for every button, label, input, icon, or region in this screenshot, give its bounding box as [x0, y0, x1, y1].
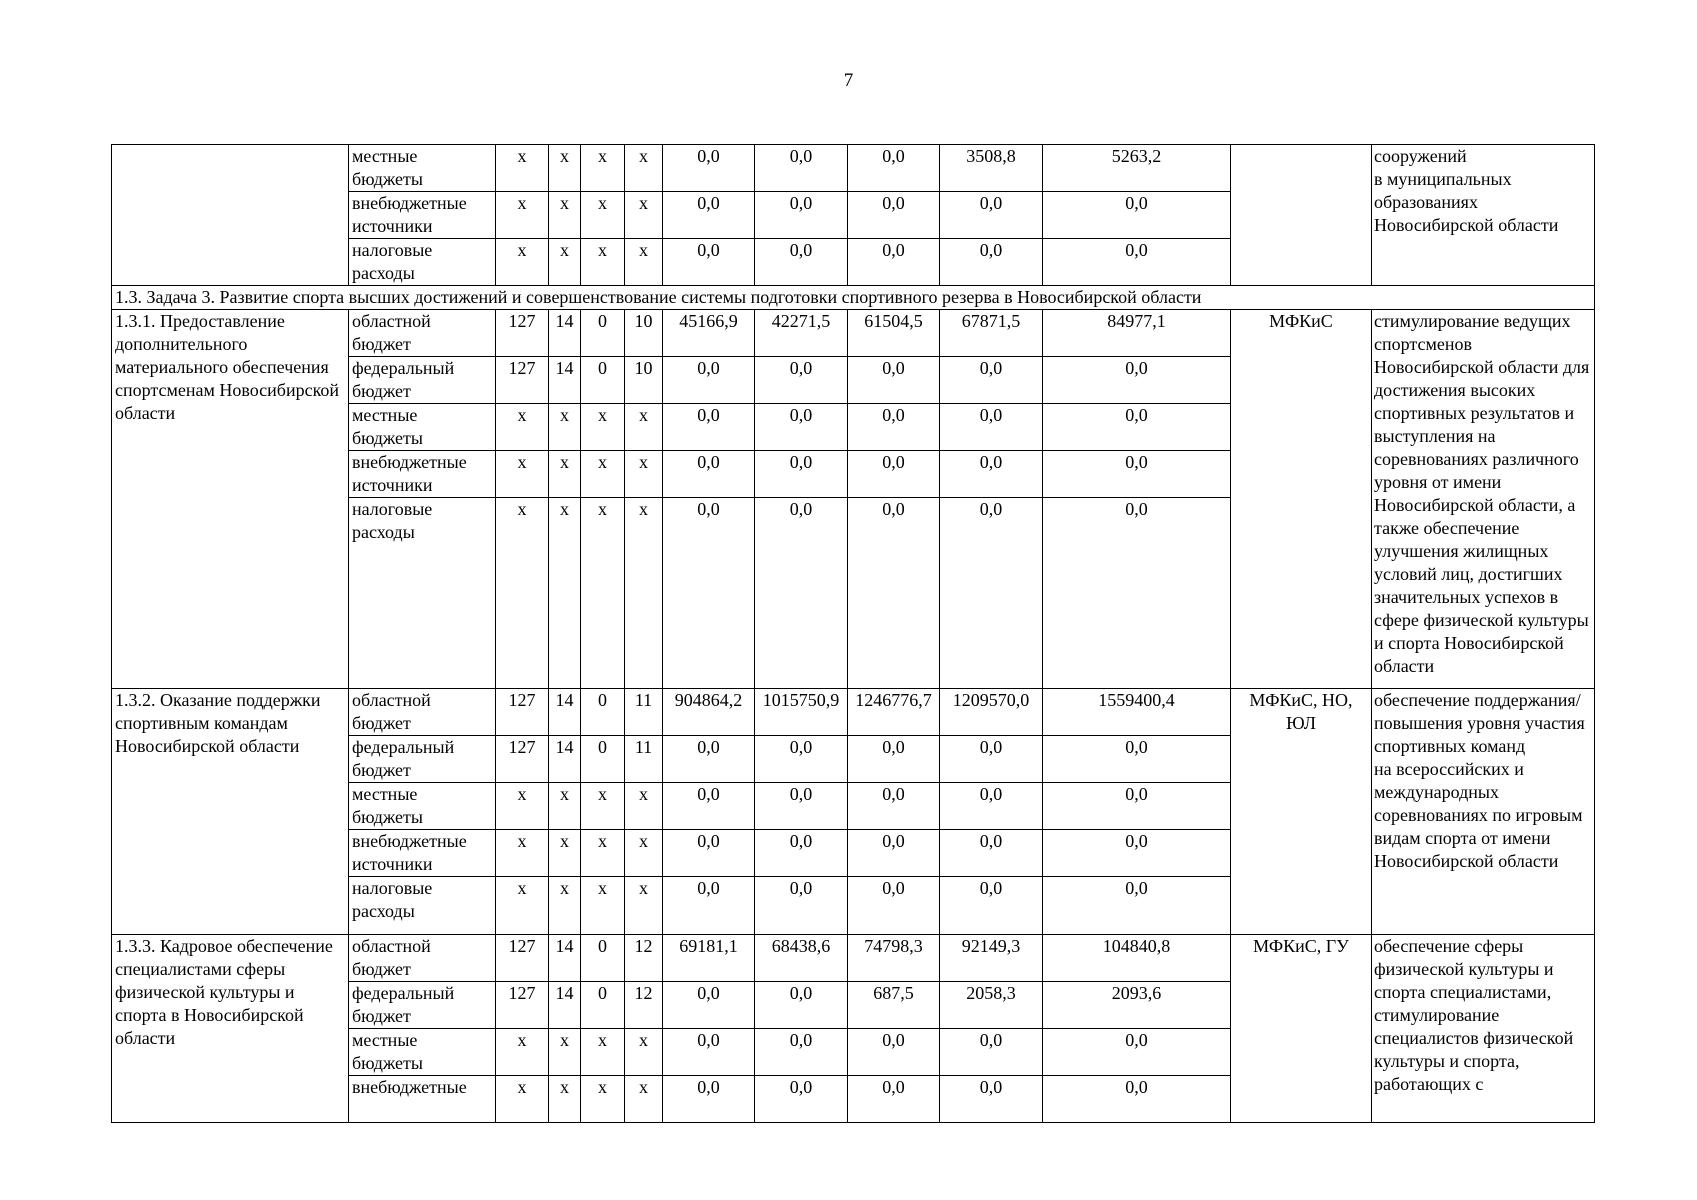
value-cell: 0,0: [940, 404, 1043, 451]
task-header-row: [112, 286, 1595, 310]
value-cell: 0,0: [848, 783, 940, 830]
value-cell: 0,0: [848, 830, 940, 877]
page-number: 7: [843, 70, 854, 91]
value-cell: 1246776,7: [848, 689, 940, 736]
value-cell: 0,0: [1043, 1076, 1231, 1123]
value-cell: 61504,5: [848, 310, 940, 357]
code-cell: х: [549, 1029, 581, 1076]
code-cell: х: [496, 239, 549, 286]
value-cell: 0,0: [1043, 239, 1231, 286]
result-cell: стимулирование ведущих спортсменов Новосибирской области для достижения высоких спортивных результатов и выступления на соревнованиях различного уровня от имени Новосибирской области, а также обеспечение улучшения жилищных условий лиц, достигших значительных успехов в сфере физической культуры и спорта Новосибирской области: [1372, 310, 1595, 689]
value-cell: 0,0: [940, 239, 1043, 286]
value-cell: 0,0: [663, 877, 755, 935]
result-cell: обеспечение поддержания/повышения уровня участия спортивных команд на всероссийских и международных соревнованиях по игровым видам спорта от имени Новосибирской области: [1372, 689, 1595, 935]
code-cell: х: [496, 783, 549, 830]
table-row: [112, 935, 1595, 982]
table-row: [112, 145, 1595, 192]
code-cell: 0: [581, 982, 625, 1029]
value-cell: 0,0: [663, 783, 755, 830]
source-cell: областной бюджет: [349, 310, 496, 357]
value-cell: 0,0: [1043, 1029, 1231, 1076]
code-cell: х: [625, 145, 663, 192]
value-cell: 0,0: [663, 498, 755, 689]
code-cell: 14: [549, 736, 581, 783]
code-cell: 127: [496, 935, 549, 982]
value-cell: 0,0: [755, 1076, 848, 1123]
table-row: [112, 689, 1595, 736]
value-cell: 0,0: [755, 1029, 848, 1076]
code-cell: х: [625, 1029, 663, 1076]
code-cell: 0: [581, 310, 625, 357]
code-cell: х: [581, 1076, 625, 1123]
value-cell: 0,0: [940, 451, 1043, 498]
value-cell: 0,0: [940, 192, 1043, 239]
source-cell: местные бюджеты: [349, 404, 496, 451]
value-cell: 0,0: [1043, 451, 1231, 498]
value-cell: 904864,2: [663, 689, 755, 736]
code-cell: 12: [625, 982, 663, 1029]
code-cell: х: [496, 877, 549, 935]
source-cell: внебюджетные источники: [349, 830, 496, 877]
code-cell: х: [549, 239, 581, 286]
result-cell: обеспечение сферы физической культуры и спорта специалистами, стимулирование специалистов физической культуры и спорта, работающих с: [1372, 935, 1595, 1123]
code-cell: х: [625, 830, 663, 877]
value-cell: 2093,6: [1043, 982, 1231, 1029]
code-cell: х: [496, 1029, 549, 1076]
code-cell: х: [581, 830, 625, 877]
code-cell: х: [581, 404, 625, 451]
value-cell: 0,0: [755, 451, 848, 498]
code-cell: 14: [549, 935, 581, 982]
source-cell: местные бюджеты: [349, 1029, 496, 1076]
source-cell: федеральный бюджет: [349, 736, 496, 783]
value-cell: 0,0: [848, 192, 940, 239]
source-cell: федеральный бюджет: [349, 357, 496, 404]
code-cell: х: [496, 145, 549, 192]
code-cell: 14: [549, 982, 581, 1029]
value-cell: 0,0: [848, 736, 940, 783]
code-cell: х: [625, 404, 663, 451]
value-cell: 0,0: [663, 830, 755, 877]
code-cell: х: [581, 783, 625, 830]
value-cell: 0,0: [940, 783, 1043, 830]
code-cell: х: [625, 451, 663, 498]
value-cell: 0,0: [663, 357, 755, 404]
value-cell: 0,0: [755, 736, 848, 783]
value-cell: 1209570,0: [940, 689, 1043, 736]
code-cell: х: [625, 239, 663, 286]
code-cell: 127: [496, 982, 549, 1029]
source-cell: местные бюджеты: [349, 783, 496, 830]
value-cell: 69181,1: [663, 935, 755, 982]
code-cell: х: [625, 877, 663, 935]
code-cell: х: [496, 451, 549, 498]
code-cell: х: [549, 498, 581, 689]
value-cell: 104840,8: [1043, 935, 1231, 982]
code-cell: 14: [549, 357, 581, 404]
code-cell: х: [581, 239, 625, 286]
task-header: 1.3. Задача 3. Развитие спорта высших достижений и совершенствование системы подготовки спортивного резерва в Новосибирской области: [112, 286, 1595, 310]
value-cell: 0,0: [940, 877, 1043, 935]
source-cell: внебюджетные источники: [349, 192, 496, 239]
value-cell: 0,0: [755, 192, 848, 239]
code-cell: х: [581, 498, 625, 689]
value-cell: 0,0: [755, 239, 848, 286]
executor-cell: МФКиС: [1231, 310, 1372, 689]
measure-name-cell: 1.3.3. Кадровое обеспечение специалистами сферы физической культуры и спорта в Новосибирской области: [112, 935, 349, 1123]
code-cell: х: [581, 451, 625, 498]
program-table: [111, 144, 1595, 1123]
value-cell: 5263,2: [1043, 145, 1231, 192]
value-cell: 74798,3: [848, 935, 940, 982]
code-cell: х: [581, 192, 625, 239]
value-cell: 0,0: [663, 451, 755, 498]
value-cell: 67871,5: [940, 310, 1043, 357]
source-cell: федеральный бюджет: [349, 982, 496, 1029]
code-cell: х: [549, 192, 581, 239]
executor-cell: [1231, 145, 1372, 286]
value-cell: 0,0: [848, 357, 940, 404]
code-cell: х: [625, 192, 663, 239]
code-cell: 0: [581, 935, 625, 982]
measure-name-cell: 1.3.1. Предоставление дополнительного материального обеспечения спортсменам Новосибирской области: [112, 310, 349, 689]
value-cell: 0,0: [940, 1076, 1043, 1123]
source-cell: налоговые расходы: [349, 877, 496, 935]
value-cell: 92149,3: [940, 935, 1043, 982]
value-cell: 0,0: [940, 1029, 1043, 1076]
measure-name-cell: [112, 145, 349, 286]
code-cell: 14: [549, 310, 581, 357]
code-cell: х: [549, 830, 581, 877]
measure-name-cell: 1.3.2. Оказание поддержки спортивным командам Новосибирской области: [112, 689, 349, 935]
source-cell: внебюджетные источники: [349, 451, 496, 498]
value-cell: 0,0: [848, 145, 940, 192]
value-cell: 0,0: [663, 239, 755, 286]
value-cell: 0,0: [1043, 877, 1231, 935]
code-cell: х: [581, 145, 625, 192]
value-cell: 0,0: [940, 736, 1043, 783]
value-cell: 0,0: [848, 1029, 940, 1076]
table-body: [112, 145, 1595, 1123]
code-cell: х: [496, 404, 549, 451]
value-cell: 0,0: [1043, 783, 1231, 830]
value-cell: 0,0: [1043, 357, 1231, 404]
value-cell: 0,0: [848, 877, 940, 935]
code-cell: 0: [581, 689, 625, 736]
value-cell: 2058,3: [940, 982, 1043, 1029]
executor-cell: МФКиС, НО, ЮЛ: [1231, 689, 1372, 935]
value-cell: 0,0: [755, 357, 848, 404]
value-cell: 1015750,9: [755, 689, 848, 736]
value-cell: 0,0: [848, 239, 940, 286]
value-cell: 0,0: [663, 145, 755, 192]
source-cell: налоговые расходы: [349, 498, 496, 689]
value-cell: 1559400,4: [1043, 689, 1231, 736]
code-cell: 127: [496, 357, 549, 404]
value-cell: 0,0: [940, 357, 1043, 404]
value-cell: 0,0: [755, 877, 848, 935]
value-cell: 0,0: [755, 830, 848, 877]
code-cell: х: [581, 1029, 625, 1076]
code-cell: 12: [625, 935, 663, 982]
value-cell: 0,0: [1043, 830, 1231, 877]
code-cell: х: [581, 877, 625, 935]
code-cell: х: [496, 1076, 549, 1123]
code-cell: х: [496, 830, 549, 877]
value-cell: 3508,8: [940, 145, 1043, 192]
code-cell: х: [549, 877, 581, 935]
source-cell: местные бюджеты: [349, 145, 496, 192]
value-cell: 0,0: [755, 145, 848, 192]
value-cell: 0,0: [848, 498, 940, 689]
code-cell: х: [549, 404, 581, 451]
value-cell: 0,0: [848, 1076, 940, 1123]
value-cell: 68438,6: [755, 935, 848, 982]
value-cell: 0,0: [755, 783, 848, 830]
value-cell: 0,0: [755, 498, 848, 689]
source-cell: областной бюджет: [349, 689, 496, 736]
value-cell: 0,0: [848, 404, 940, 451]
code-cell: 127: [496, 689, 549, 736]
code-cell: х: [549, 145, 581, 192]
value-cell: 0,0: [1043, 192, 1231, 239]
code-cell: 10: [625, 310, 663, 357]
value-cell: 0,0: [755, 404, 848, 451]
code-cell: 0: [581, 357, 625, 404]
value-cell: 0,0: [848, 451, 940, 498]
value-cell: 45166,9: [663, 310, 755, 357]
value-cell: 0,0: [755, 982, 848, 1029]
table-row: [112, 310, 1595, 357]
code-cell: х: [549, 1076, 581, 1123]
code-cell: х: [549, 451, 581, 498]
value-cell: 0,0: [940, 498, 1043, 689]
code-cell: х: [496, 498, 549, 689]
code-cell: 10: [625, 357, 663, 404]
value-cell: 84977,1: [1043, 310, 1231, 357]
code-cell: х: [625, 498, 663, 689]
code-cell: х: [625, 1076, 663, 1123]
value-cell: 0,0: [663, 192, 755, 239]
code-cell: 0: [581, 736, 625, 783]
source-cell: областной бюджет: [349, 935, 496, 982]
code-cell: х: [625, 783, 663, 830]
executor-cell: МФКиС, ГУ: [1231, 935, 1372, 1123]
value-cell: 0,0: [1043, 498, 1231, 689]
value-cell: 0,0: [940, 830, 1043, 877]
value-cell: 42271,5: [755, 310, 848, 357]
source-cell: налоговые расходы: [349, 239, 496, 286]
code-cell: 14: [549, 689, 581, 736]
source-cell: внебюджетные: [349, 1076, 496, 1123]
value-cell: 0,0: [663, 736, 755, 783]
value-cell: 0,0: [1043, 404, 1231, 451]
code-cell: 127: [496, 736, 549, 783]
code-cell: 11: [625, 689, 663, 736]
code-cell: 11: [625, 736, 663, 783]
value-cell: 0,0: [663, 404, 755, 451]
result-cell: сооружений в муниципальных образованиях Новосибирской области: [1372, 145, 1595, 286]
code-cell: х: [496, 192, 549, 239]
value-cell: 0,0: [1043, 736, 1231, 783]
value-cell: 687,5: [848, 982, 940, 1029]
value-cell: 0,0: [663, 1029, 755, 1076]
code-cell: 127: [496, 310, 549, 357]
code-cell: х: [549, 783, 581, 830]
value-cell: 0,0: [663, 1076, 755, 1123]
value-cell: 0,0: [663, 982, 755, 1029]
